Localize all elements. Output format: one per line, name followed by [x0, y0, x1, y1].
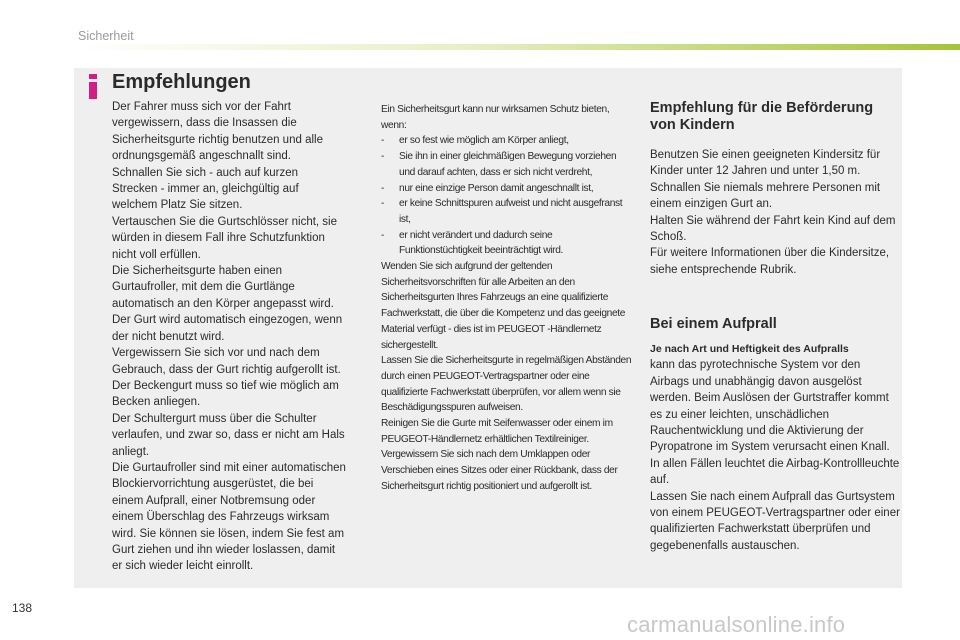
list-item-text: er keine Schnittspuren aufweist und nicht ausgefranst ist, [399, 198, 623, 225]
list-item-text: Sie ihn in einer gleichmäßigen Bewegung vorziehen und darauf achten, dass er sich nicht verdreht, [399, 151, 617, 178]
section-title: Sicherheit [78, 29, 134, 43]
info-icon [86, 74, 100, 99]
paragraph: Vergewissern Sie sich vor und nach dem Gebrauch, dass der Gurt richtig aufgerollt ist. [112, 347, 341, 376]
bullet-dash: - [381, 198, 385, 210]
paragraph: Vertauschen Sie die Gurtschlösser nicht, sie würden in diesem Fall ihre Schutzfunktion nicht voll erfüllen. [112, 215, 338, 261]
paragraph: Der Schultergurt muss über die Schulter verlaufen, und zwar so, dass er nicht am Hals anliegt. [112, 412, 345, 458]
column-recommendations [112, 99, 362, 575]
list-item [381, 149, 633, 180]
header-bar [74, 44, 960, 50]
bullet-dash: - [381, 135, 385, 147]
paragraph: Der Fahrer muss sich vor der Fahrt vergewissern, dass die Insassen die Sicherheitsgurte richtig benutzen und alle ordnungsgemäß angeschnallt sind. [112, 101, 323, 163]
paragraph: Die Sicherheitsgurte haben einen Gurtaufroller, mit dem die Gurtlänge automatisch an den Körper angepasst wird. Der Gurt wird automatisch eingezogen, wenn der nicht benutzt wird. [112, 265, 343, 343]
paragraph: Die Gurtaufroller sind mit einer automatischen Blockiervorrichtung ausgerüstet, die bei einem Aufprall, einer Notbremsung oder einem Überschlag des Fahrzeugs wirksam wird. Sie können sie lösen, indem Sie fest am Gurt ziehen und ihn wieder loslassen, damit er sich wieder leicht einrollt. [112, 461, 346, 573]
list-item-text: nur eine einzige Person damit angeschnallt ist, [399, 182, 594, 194]
column-belt-conditions [381, 102, 633, 495]
watermark: carmanualsonline.info [627, 612, 846, 637]
crash-section [650, 316, 900, 554]
list-item [381, 133, 633, 149]
list-item [381, 228, 633, 259]
page-title: Empfehlungen [112, 71, 251, 93]
paragraph: Schnallen Sie niemals mehrere Personen mit einem einzigen Gurt an. [650, 181, 881, 211]
crash-lead: Je nach Art und Heftigkeit des Aufpralls [650, 343, 849, 355]
children-heading: Empfehlung für die Beförderung von Kindern [650, 100, 874, 133]
page-number: 138 [12, 601, 33, 615]
bullet-dash: - [381, 151, 385, 163]
crash-heading: Bei einem Aufprall [650, 316, 777, 332]
column-children [650, 100, 900, 278]
paragraph: Vergewissern Sie sich nach dem Umklappen oder Verschieben eines Sitzes oder einer Rückbank, dass der Sicherheitsgurt richtig positioniert und aufgerollt ist. [381, 449, 618, 492]
paragraph: Reinigen Sie die Gurte mit Seifenwasser oder einem im PEUGEOT-Händlernetz erhältlichen Textilreiniger. [381, 418, 613, 445]
intro-text: Ein Sicherheitsgurt kann nur wirksamen Schutz bieten, wenn: [381, 104, 610, 131]
bullet-dash: - [381, 182, 385, 194]
paragraph: Halten Sie während der Fahrt kein Kind auf dem Schoß. [650, 214, 896, 244]
paragraph: Lassen Sie nach einem Aufprall das Gurtsystem von einem PEUGEOT-Vertragspartner oder einer qualifizierten Fachwerkstatt überprüfen und gegebenenfalls austauschen. [650, 490, 900, 552]
list-item [381, 196, 633, 227]
paragraph: kann das pyrotechnische System vor den Airbags und unabhängig davon ausgelöst werden. Beim Auslösen der Gurtstraffer kommt es zu einer leichten, unschädlichen Rauchentwicklung und die Aktivierung der Pyropatrone im System verursacht einen Knall. [650, 359, 890, 454]
paragraph: Benutzen Sie einen geeigneten Kindersitz für Kinder unter 12 Jahren und unter 1,50 m. [650, 149, 881, 178]
paragraph: Der Beckengurt muss so tief wie möglich am Becken anliegen. [112, 379, 339, 409]
paragraph: Wenden Sie sich aufgrund der geltenden Sicherheitsvorschriften für alle Arbeiten an den Sicherheitsgurten Ihres Fahrzeugs an eine qualifizierte Fachwerkstatt, die über die Kompetenz und das geeignete Material verfügt - dies ist im PEUGEOT -Händlernetz sichergestellt. [381, 261, 626, 351]
paragraph: Schnallen Sie sich - auch auf kurzen Strecken - immer an, gleichgültig auf welchem Platz Sie sitzen. [112, 166, 299, 212]
list-item-text: er so fest wie möglich am Körper anliegt, [399, 135, 569, 147]
list-item-text: er nicht verändert und dadurch seine Funktionstüchtigkeit beeinträchtigt wird. [399, 229, 564, 257]
list-item [381, 181, 633, 197]
paragraph: In allen Fällen leuchtet die Airbag-Kontrollleuchte auf. [650, 457, 900, 487]
bullet-dash: - [381, 229, 385, 241]
paragraph: Für weitere Informationen über die Kindersitze, siehe entsprechende Rubrik. [650, 247, 890, 276]
paragraph: Lassen Sie die Sicherheitsgurte in regelmäßigen Abständen durch einen PEUGEOT-Vertragspartner oder eine qualifizierte Fachwerkstatt überprüfen, vor allem wenn sie Beschädigungsspuren aufweisen. [381, 355, 632, 414]
